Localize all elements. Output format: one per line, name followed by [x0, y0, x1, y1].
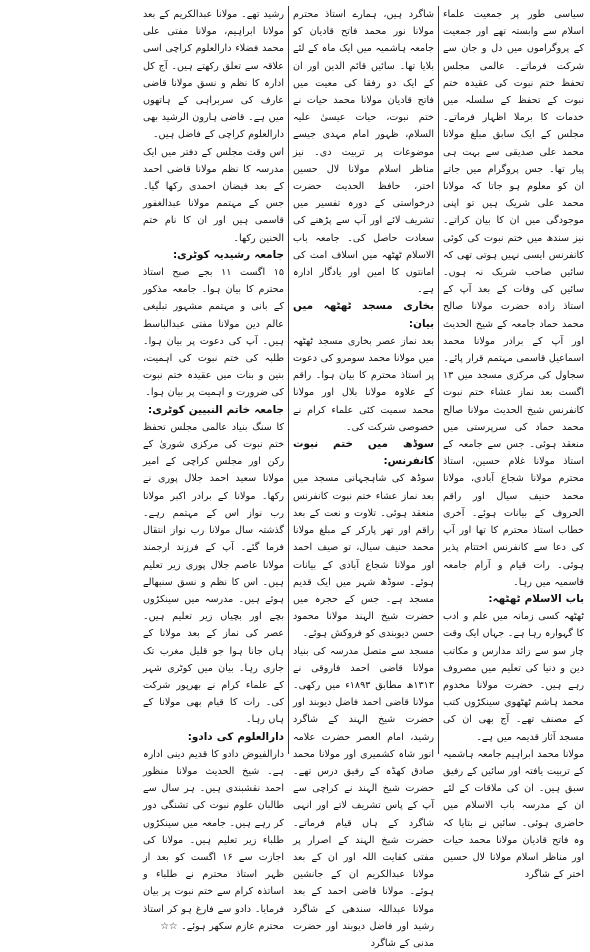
- paragraph: کا سنگ بنیاد عالمی مجلس تحفظ ختم نبوت کی مرکزی شوریٰ کے رکن اور مجلس کراچی کے امیر مولانا سعید احمد جلال پوری نے رکھا۔ مولانا کے برادر اکبر مولانا رب نواز اس کے مہتمم رہے۔ گذشتہ سال مولانا رب نواز انتقال فرما گئے۔ آپ کے فرزند ارجمند مولانا عاصم جلال پوری زیر تعلیم ہیں۔ اس کا نظم و نسق سنبھالے ہوئے ہیں۔ مدرسہ میں سینکڑوں بچے اور بچیاں زیر تعلیم ہیں۔ عصر کی نماز کے بعد مولانا کے ہاں جانا ہوا جو قلیل مغرب تک جاری رہا۔ بیان میں کوٹری شہر کے علماء کرام نے بھرپور شرکت کی۔ رات کا قیام بھی مولانا کے ہاں رہا۔: [143, 421, 284, 726]
- paragraph: بعد نماز عصر بخاری مسجد ٹھٹھہ میں مولانا محمد سومرو کی دعوت پر استاذ محترم کا بیان ہوا۔ راقم کے علاوہ مولانا بلال اور مولانا محمد سمیت کئی علماء کرام نے خصوصی شرکت کی۔: [293, 335, 434, 433]
- paragraph: ٹھٹھہ کسی زمانہ میں علم و ادب کا گہوارہ رہا ہے۔ جہاں ایک وقت چار سو سے زائد مدارس و مکاتب دین و دنیا کی تعلیم میں مصروف رہے ہیں۔ حضرت مولانا مخدوم محمد ہاشم ٹھٹھوی سینکڑوں کتب کے مصنف تھے۔ آج بھی ان کی مسجد آثار قدیمہ میں ہے۔: [443, 611, 584, 743]
- paragraph: شاگرد ہیں، ہمارے استاذ محترم مولانا نور محمد فاتح قادیان کو جامعہ ہاشمیہ میں ایک ماہ کے لئے بلایا تھا۔ سائیں قائم الدین اور ان کے ایک دو رفقا کی معیت میں فاتح قادیان مولانا محمد حیات نے ختم نبوت، حیات عیسیٰ علیہ السلام، ظہور امام مہدی جیسے موضوعات پر تربیت دی۔ نیز مناظر اسلام مولانا لال حسین اختر، حافظ الحدیث حضرت درخواستی کے دورہ تفسیر میں تشریف لائے اور آپ سے پڑھنے کی سعادت حاصل کی۔ جامعہ باب الاسلام ٹھٹھہ میں اسلاف امت کی امانتوں کا امین اور یادگار ادارہ ہے۔: [293, 9, 434, 296]
- paragraph: رشید تھے۔ مولانا عبدالکریم کے بعد مولانا ابراہیم، مولانا مفتی علی محمد فضلاء دارالعلوم کراچی اسی علاقہ سے تعلق رکھتے ہیں۔ آج کل ادارہ کا نظم و نسق مولانا قاضی عارف کی سربراہی کے ہاتھوں میں ہے۔ قاضی ہارون الرشید بھی دارالعلوم کراچی کے فاضل ہیں۔: [143, 9, 284, 141]
- section-heading: دارالعلوم کی دادو:: [187, 730, 284, 743]
- paragraph: دارالفیوض دادو کا قدیم دینی ادارہ ہے۔ شیخ الحدیث مولانا منظور احمد نقشبندی ہیں۔ ہر سال سے طالبان علوم نبوت کی تشنگی دور کر رہے ہیں۔ جامعہ میں سینکڑوں طلباء زیر تعلیم ہیں۔ مولانا کی اجازت سے ۱۶ اگست کو بعد از ظہر استاذ محترم نے طلباء و اساتذہ کرام سے ختم نبوت پر بیان فرمایا۔ دادو سے فارغ ہو کر استاذ محترم عازم سکھر ہوئے۔ ☆☆: [143, 748, 284, 932]
- paragraph: ۱۵ اگست ۱۱ بجے صبح استاذ محترم کا بیان ہوا۔ جامعہ مذکور کے بانی و مہتمم مشہور تبلیغی عالم دین مولانا مفتی عبدالباسط ہیں۔ آپ کی دعوت پر بیان ہوا۔ طلبہ کی ختم نبوت کی اہمیت، بنین و بنات میں عقیدہ ختم نبوت کی ضرورت و اہمیت پر بیان ہوا۔: [143, 267, 285, 399]
- section-heading: جامعہ رشیدیہ کوٹری:: [172, 248, 284, 261]
- paragraph: اس وقت مجلس کے دفتر میں ایک مدرسہ کا نظم مولانا قاضی احمد کے بعد فیضان احمدی رکھا گیا۔ جس کے مہتمم مولانا عبدالغفور قاسمی ہیں اور ان کا نام ختم الحنین رکھا۔: [143, 146, 284, 244]
- paragraph: سوڈھ کی شاہجہانی مسجد میں بعد نماز عشاء ختم نبوت کانفرنس منعقد ہوئی۔ تلاوت و نعت کے بعد راقم اور تھر پارکر کے مبلغ مولانا محمد حنیف سیال، تو صیف احمد اور مولانا شجاع آبادی کے بیانات ہوئے۔ سوڈھ شہر میں ایک قدیم مسجد ہے۔ جس کے حجرہ میں حضرت شیخ الہند مولانا محمود حسن دیوبندی کو فروکش ہوئے۔: [293, 473, 434, 640]
- section-heading: باب الاسلام ٹھٹھہ:: [488, 592, 584, 605]
- column-divider: [288, 6, 289, 754]
- section-heading: جامعہ خاتم النبیین کوٹری:: [148, 403, 284, 416]
- paragraph: مولانا محمد ابراہیم جامعہ ہاشمیہ کے تربیت یافتہ اور سائیں کے رفیق سبق ہیں۔ ان کی ملاقات کے لئے ان کے مدرسہ باب الاسلام میں حاضری ہوئی۔ سائیں نے بتایا کہ وہ فاتح قادیان مولانا محمد حیات اور مناظر اسلام مولانا لال حسین اختر کے شاگرد: [443, 748, 584, 881]
- text-column-right: [443, 6, 584, 881]
- paragraph: مسجد سے متصل مدرسہ کی بنیاد مولانا قاضی احمد فاروقی نے ۱۳۱۳ھ مطابق ۱۸۹۳ء میں رکھی۔ مولانا قاضی احمد فاضل دیوبند اور حضرت شیخ الہند کے شاگرد رشید، امام العصر حضرت علامہ انور شاہ کشمیری اور مولانا محمد صادق کھڈہ کے رفیق درس تھے۔ حضرت شیخ الہند نے کراچی سے آپ کے پاس تشریف لاتے اور انہی شاگرد کے ہاں قیام فرماتے۔ حضرت شیخ الہند کے اصرار پر مفتی کفایت اللہ اور ان کے بعد مولانا عبدالکریم ان کے جانشین ہوئے۔ مولانا قاضی احمد کے بعد مولانا عبداللہ سندھی کے شاگرد رشید اور فاضل دیوبند اور حضرت مدنی کے شاگرد: [293, 645, 434, 949]
- column-divider: [438, 6, 439, 754]
- text-column-middle: [293, 6, 434, 949]
- paragraph: سجاول کی مرکزی مسجد میں ۱۳ اگست بعد نماز عشاء ختم نبوت کانفرنس شیخ الحدیث مولانا صالح محمد حماد کی سرپرستی میں منعقد ہوئی۔ جس سے جامعہ کے استاذ مولانا غلام حسین، استاذ محترم مولانا شجاع آبادی، مولانا محمد حنیف سیال اور راقم الحروف کے بیانات ہوئے۔ آخری خطاب استاذ محترم کا تھا اور آپ کی دعا سے کانفرنس اختتام پذیر ہوئی۔ رات قیام و آرام جامعہ قاسمیہ میں رہا۔: [443, 370, 584, 588]
- section-heading: سوڈھ میں ختم نبوت کانفرنس:: [293, 438, 434, 468]
- paragraph: سیاسی طور پر جمعیت علماء اسلام سے وابستہ تھے اور جمعیت کے پروگراموں میں دل و جان سے شرکت فرماتے۔ عالمی مجلس تحفظ ختم نبوت کی عقیدہ ختم نبوت کے تحفظ کے سلسلہ میں خدمات کا برملا اظہار فرماتے۔ مجلس کے ایک سابق مبلغ مولانا محمد علی صدیقی سے بہت ہی پیار تھا۔ جس پروگرام میں جاتے ان کو معلوم ہو جاتا کہ مولانا محمد علی شریک ہیں تو اپنی موجودگی میں ان کا بیان کراتے۔ نیز سندھ میں ختم نبوت کی کوئی کانفرنس ایسی نہیں ہوتی تھی کہ سائیں صاحب شریک نہ ہوں۔ سائیں کی وفات کے بعد آپ کے استاذ زادہ حضرت مولانا صالح محمد حماد جامعہ کے شیخ الحدیث اور آپ کے برادر مولانا محمد اسماعیل قاسمی مہتمم قرار پائے۔: [443, 9, 584, 365]
- section-heading: بخاری مسجد ٹھٹھہ میں بیان:: [293, 300, 434, 330]
- text-column-left: [143, 6, 285, 932]
